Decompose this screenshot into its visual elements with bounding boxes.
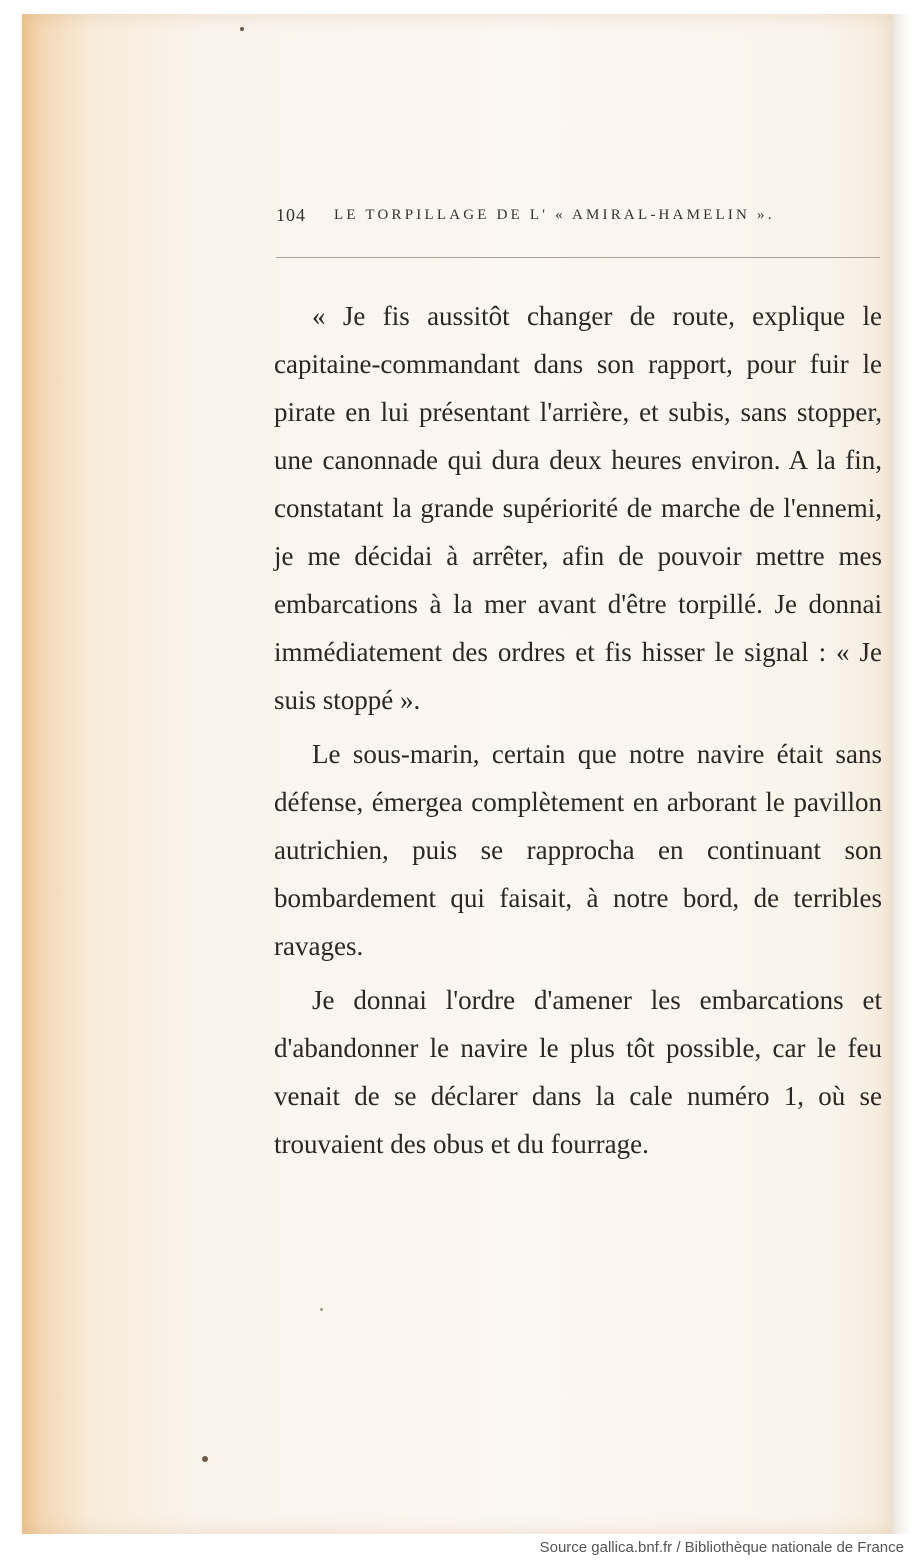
ink-speck xyxy=(320,1308,323,1311)
ink-speck xyxy=(240,27,244,31)
page-number: 104 xyxy=(276,205,306,225)
paragraph: Je donnai l'ordre d'amener les embarcations et d'abandonner le navire le plus tôt possible, car le feu venait de se déclarer dans la cale numéro 1, où se trouvaient des obus et du fourrage. xyxy=(274,985,882,1159)
page-header xyxy=(276,205,886,231)
ink-speck xyxy=(202,1456,208,1462)
scan-edge xyxy=(892,14,916,1534)
source-credit: Source gallica.bnf.fr / Bibliothèque nationale de France xyxy=(539,1539,904,1556)
running-title: LE TORPILLAGE DE L' « AMIRAL-HAMELIN ». xyxy=(334,207,775,223)
header-rule xyxy=(276,257,880,258)
paragraph: « Je fis aussitôt changer de route, explique le capitaine-commandant dans son rapport, pour fuir le pirate en lui présentant l'arrière, et subis, sans stopper, une canonnade qui dura deux heures environ. A la fin, constatant la grande supériorité de marche de l'ennemi, je me décidai à arrêter, afin de pouvoir mettre mes embarcations à la mer avant d'être torpillé. Je donnai immédiatement des ordres et fis hisser le signal : « Je suis stoppé ». xyxy=(274,301,882,715)
paragraph: Le sous-marin, certain que notre navire était sans défense, émergea complètement en arborant le pavillon autrichien, puis se rapprocha en continuant son bombardement qui faisait, à notre bord, de terribles ravages. xyxy=(274,739,882,961)
body-text xyxy=(274,292,882,1174)
